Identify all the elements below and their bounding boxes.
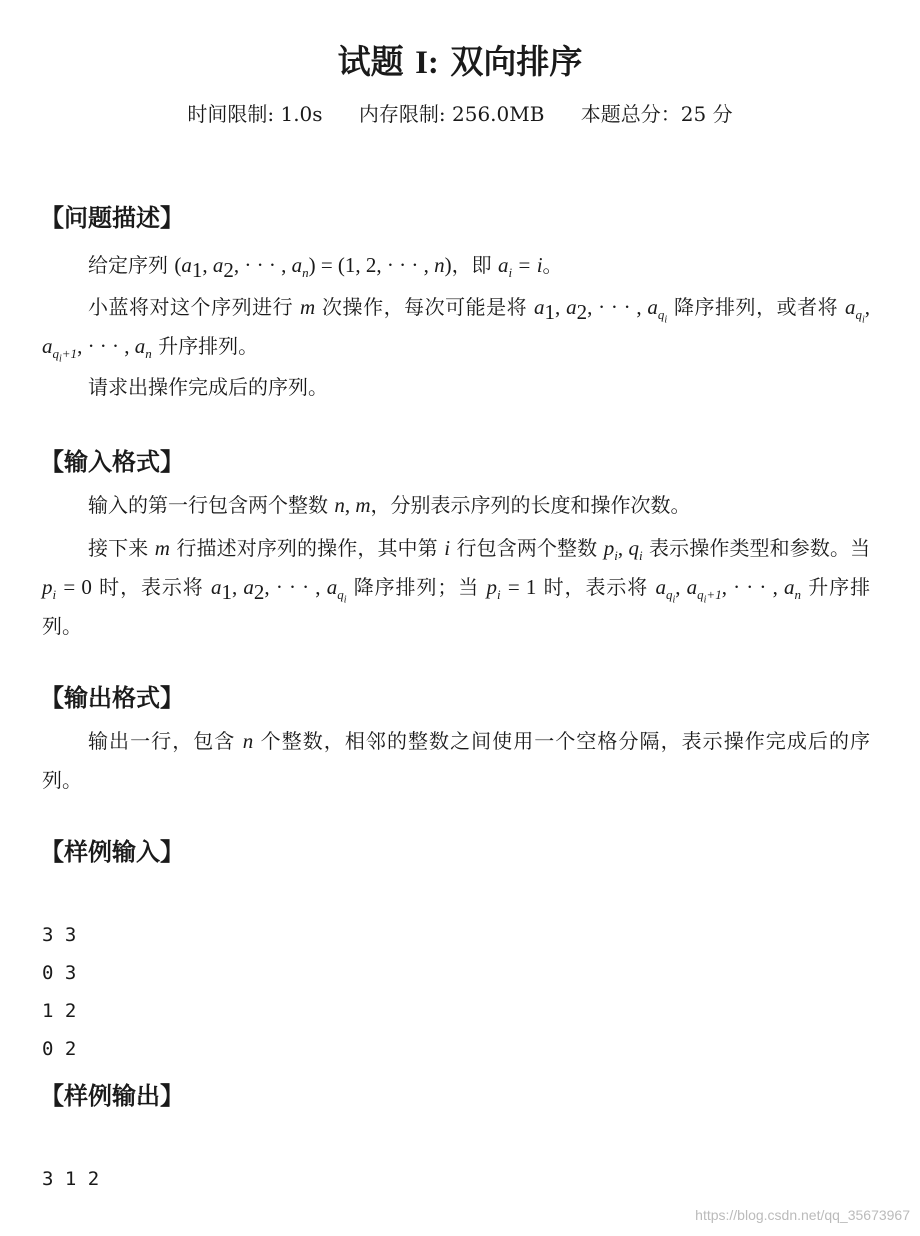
- sample-input-line: 0 2: [42, 1038, 77, 1060]
- time-limit: 时间限制: 1.0s: [187, 102, 323, 126]
- section-heading-description: 【问题描述】: [40, 204, 184, 232]
- limits-line: [0, 98, 920, 127]
- sample-input-block: [42, 878, 76, 1106]
- input-format-paragraph-2: 接下来 m 行描述对序列的操作，其中第 i 行包含两个整数 $p_i$, $q_i$ 表示操作类型和参数。当 $p_i = 0$ 时，表示将 $a_1$, $a_2$, · · · , $a_{q_i}$ 降序排列；当 $p_i = 1$ 时，表示将 $a_{q_i}$, $a_{q_i+1}$, · · · , $a_n$ 升序排列。: [42, 536, 871, 638]
- description-paragraph-1: 给定序列 ($a_1$, $a_2$, · · · , $a_n) = (1$, 2, · · · , n)，即 $a_i = i$。: [88, 253, 563, 282]
- description-paragraph-2: 小蓝将对这个序列进行 m 次操作，每次可能是将 $a_1$, $a_2$, · · · , $a_{q_i}$ 降序排列，或者将 $a_{q_i}$, $a_{q_i+1}$, · · · , $a_n$ 升序排列。: [42, 295, 871, 365]
- description-paragraph-3: 请求出操作完成后的序列。: [88, 375, 328, 399]
- memory-limit: 内存限制: 256.0MB: [358, 102, 545, 126]
- section-heading-sample-output: 【样例输出】: [40, 1082, 184, 1110]
- section-heading-output-format: 【输出格式】: [40, 684, 184, 712]
- sample-input-line: 0 3: [42, 962, 77, 984]
- section-heading-sample-input: 【样例输入】: [40, 838, 184, 866]
- watermark: https://blog.csdn.net/qq_35673967: [695, 1207, 910, 1223]
- sample-input-line: 1 2: [42, 1000, 77, 1022]
- output-format-paragraph-1: 输出一行，包含 n 个整数，相邻的整数之间使用一个空格分隔，表示操作完成后的序列。: [42, 729, 871, 792]
- sample-output-block: [42, 1122, 99, 1236]
- total-score: 本题总分：25 分: [580, 102, 733, 126]
- input-format-paragraph-1: 输入的第一行包含两个整数 n, m，分别表示序列的长度和操作次数。: [88, 493, 691, 517]
- section-heading-input-format: 【输入格式】: [40, 448, 184, 476]
- sample-input-line: 3 3: [42, 924, 77, 946]
- sample-output-line: 3 1 2: [42, 1168, 100, 1190]
- problem-title: 试题 I: 双向排序: [337, 42, 583, 81]
